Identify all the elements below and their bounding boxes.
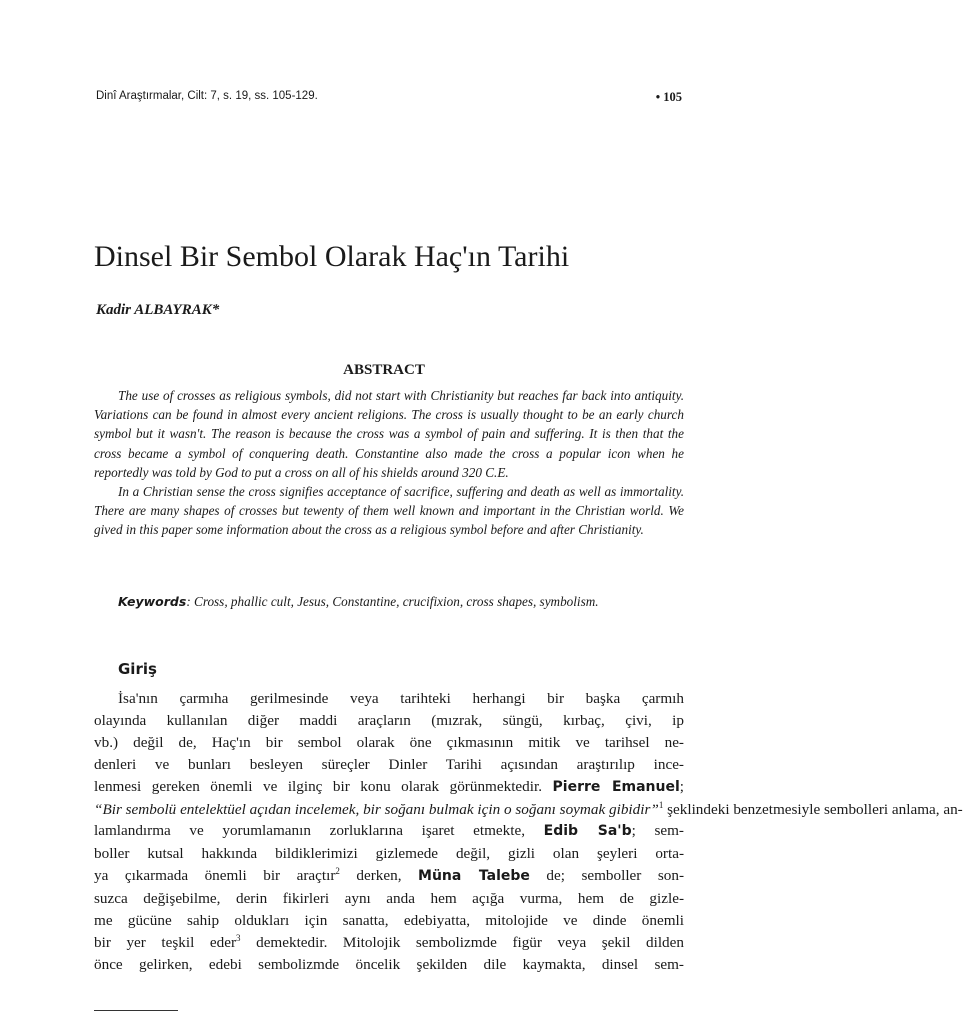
- body-fragment: şeklindeki benzetmesiyle sembolleri anlama, an-: [667, 800, 963, 818]
- body-fragment: lamlandırma ve yorumlamanın zorluklarına işaret etmekte,: [94, 822, 525, 840]
- name-muna: Müna Talebe: [418, 868, 530, 885]
- running-head: [96, 90, 682, 105]
- keywords: [94, 592, 684, 611]
- body-fragment: derken,: [356, 867, 402, 885]
- body-fragment: ya çıkarmada önemli bir araçtır: [94, 867, 336, 885]
- body-line: [94, 865, 684, 888]
- section-heading: Giriş: [118, 660, 157, 678]
- keywords-text: : Cross, phallic cult, Jesus, Constantine, crucifixion, cross shapes, symbolism.: [186, 594, 599, 609]
- body-line: [94, 820, 684, 843]
- footnote-divider: [94, 1010, 178, 1011]
- body-line: boller kutsal hakkında bildiklerimizi gizlemede değil, gizli olan şeyleri orta-: [94, 845, 684, 863]
- article-title: Dinsel Bir Sembol Olarak Haç'ın Tarihi: [94, 240, 570, 273]
- body-fragment: ;: [679, 777, 685, 795]
- body-line: [94, 776, 684, 799]
- body-fragment: de; semboller son-: [546, 867, 684, 885]
- body-fragment: bir yer teşkil eder: [94, 933, 237, 951]
- abstract-body: [94, 386, 684, 540]
- body-fragment: ; sem-: [631, 822, 684, 840]
- body-line: İsa'nın çarmıha gerilmesinde veya tarihteki herhangi bir başka çarmıh: [118, 690, 684, 707]
- name-emanuel: Pierre Emanuel: [552, 778, 680, 795]
- body-line: vb.) değil de, Haç'ın bir sembol olarak öne çıkmasının mitik ve tarihsel ne-: [94, 733, 684, 751]
- quote-emanuel: “Bir sembolü entelektüel açıdan incelemek, bir soğanı bulmak için o soğanı soymak gibidir”: [94, 800, 659, 818]
- author-name: Kadir ALBAYRAK*: [96, 302, 220, 318]
- name-edib: Edib Sa'b: [543, 823, 632, 840]
- body-fragment: demektedir. Mitolojik sembolizmde figür veya şekil dilden: [256, 933, 684, 951]
- body-line: denleri ve bunları besleyen süreçler Dinler Tarihi açısından araştırılıp ince-: [94, 755, 684, 773]
- abstract-paragraph-2: In a Christian sense the cross signifies acceptance of sacrifice, suffering and death as well as immortality. There are many shapes of crosses but tewenty of them well known and important in the Christian world. We gived in this paper some information about the cross as a religious symbol before and after Christianity.: [94, 484, 684, 538]
- body-line: [94, 932, 684, 954]
- abstract-heading: ABSTRACT: [343, 362, 425, 378]
- body-line: suzca değişebilme, derin fikirleri aynı anda hem açığa vurma, hem de gizle-: [94, 890, 684, 908]
- journal-citation: Dinî Araştırmalar, Cilt: 7, s. 19, ss. 105-129.: [96, 90, 318, 102]
- body-text: [94, 688, 963, 976]
- body-line: olayında kullanılan diğer maddi araçların (mızrak, süngü, kırbaç, çivi, ip: [94, 711, 684, 729]
- abstract-paragraph-1: The use of crosses as religious symbols, did not start with Christianity but reaches far back into antiquity. Variations can be found in almost every ancient religions. The cross is usually thought to be an early church symbol but it wasn't. The reason is because the cross was a symbol of pain and suffering. It is then that the cross became a symbol of conquering death. Constantine also made the cross a popular icon when he reportedly was told by God to put a cross on all of his shields around 320 C.E.: [94, 388, 684, 480]
- page-number: • 105: [655, 90, 682, 104]
- body-line: me gücüne sahip oldukları için sanatta, edebiyatta, mitolojide ve dinde önemli: [94, 912, 684, 930]
- body-line: [94, 799, 963, 821]
- footnote-ref-3[interactable]: 3: [236, 932, 241, 943]
- body-fragment: lenmesi gereken önemli ve ilginç bir konu olarak görünmektedir.: [94, 777, 542, 795]
- body-line: önce gelirken, edebi sembolizmde öncelik şekilden dile kaymakta, dinsel sem-: [94, 955, 684, 973]
- keywords-label: Keywords: [118, 594, 187, 609]
- footnote-ref-2[interactable]: 2: [335, 866, 340, 877]
- footnote-ref-1[interactable]: 1: [658, 799, 664, 810]
